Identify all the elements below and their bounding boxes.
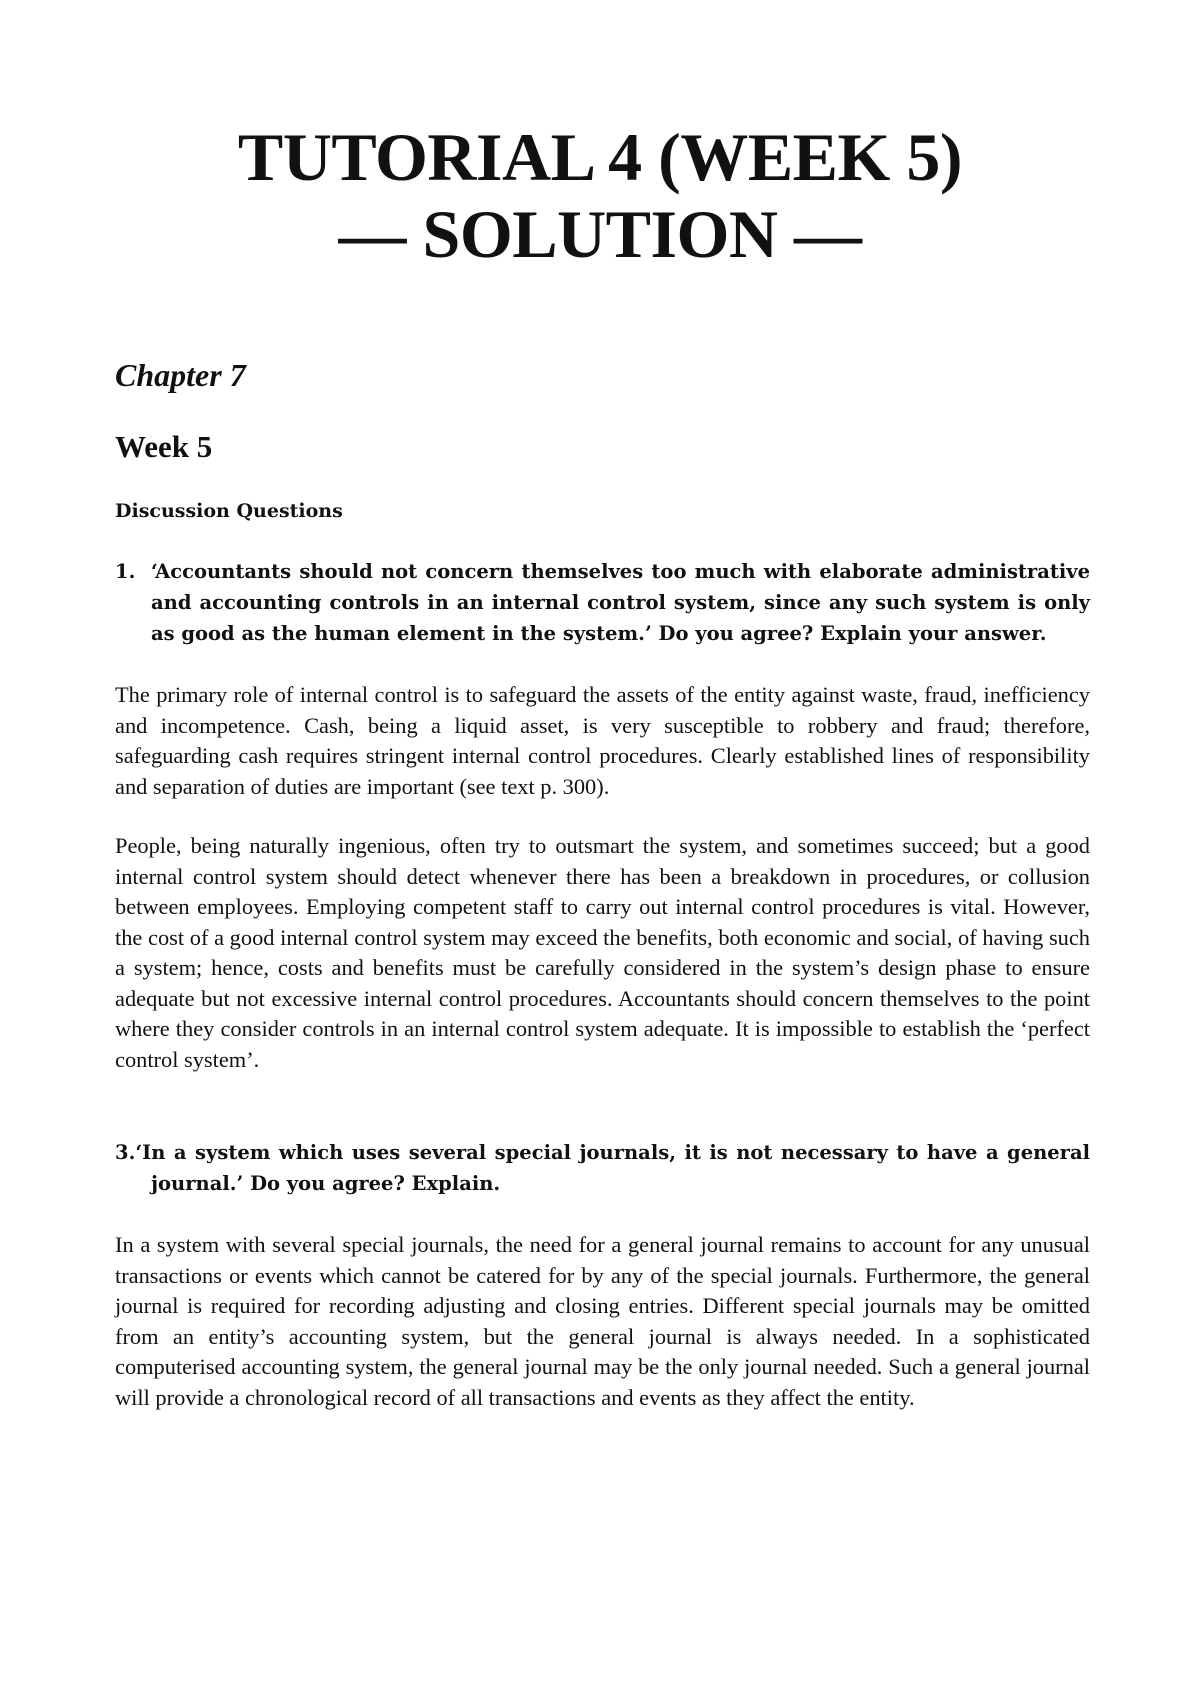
page-title: TUTORIAL 4 (WEEK 5) xyxy=(237,119,963,195)
section-heading: Discussion Questions xyxy=(115,500,343,522)
answer-paragraph: People, being naturally ingenious, often try to outsmart the system, and sometimes succeed; but a good internal control system should detect whenever there has been a breakdown in procedures, or collusion between employees. Employing competent staff to carry out internal control procedures is vital. However, the cost of a good internal control system may exceed the benefits, both economic and social, of having such a system; hence, costs and benefits must be carefully considered in the system’s design phase to ensure adequate but not excessive internal control procedures. Accountants should concern themselves to the point where they consider controls in an internal control system adequate. It is impossible to establish the ‘perfect control system’. xyxy=(115,833,1090,1072)
question-number: 3. xyxy=(115,1141,136,1164)
question-text: ‘Accountants should not concern themselves too much with elaborate administrative and accounting controls in an internal control system, since any such system is only as good as the human element in the system.’ Do you agree? Explain your answer. xyxy=(151,560,1090,645)
question-number: 1. xyxy=(115,560,136,583)
answer-paragraph: In a system with several special journals, the need for a general journal remains to account for any unusual transactions or events which cannot be catered for by any of the special journals. Furthermore, the general journal is required for recording adjusting and closing entries. Different special journals may be omitted from an entity’s accounting system, but the general journal is always needed. In a sophisticated computerised accounting system, the general journal may be the only journal needed. Such a general journal will provide a chronological record of all transactions and events as they affect the entity. xyxy=(115,1232,1090,1410)
question-3 xyxy=(115,1137,1090,1199)
week-heading: Week 5 xyxy=(115,429,213,464)
question-text: ‘In a system which uses several special journals, it is not necessary to have a general journal.’ Do you agree? Explain. xyxy=(135,1141,1090,1195)
question-1 xyxy=(115,556,1090,649)
page-subtitle: — SOLUTION — xyxy=(338,196,862,272)
answer-paragraph: The primary role of internal control is to safeguard the assets of the entity against waste, fraud, inefficiency and incompetence. Cash, being a liquid asset, is very susceptible to robbery and fraud; therefore, safeguarding cash requires stringent internal control procedures. Clearly established lines of responsibility and separation of duties are important (see text p. 300). xyxy=(115,682,1090,799)
chapter-heading: Chapter 7 xyxy=(115,357,246,393)
